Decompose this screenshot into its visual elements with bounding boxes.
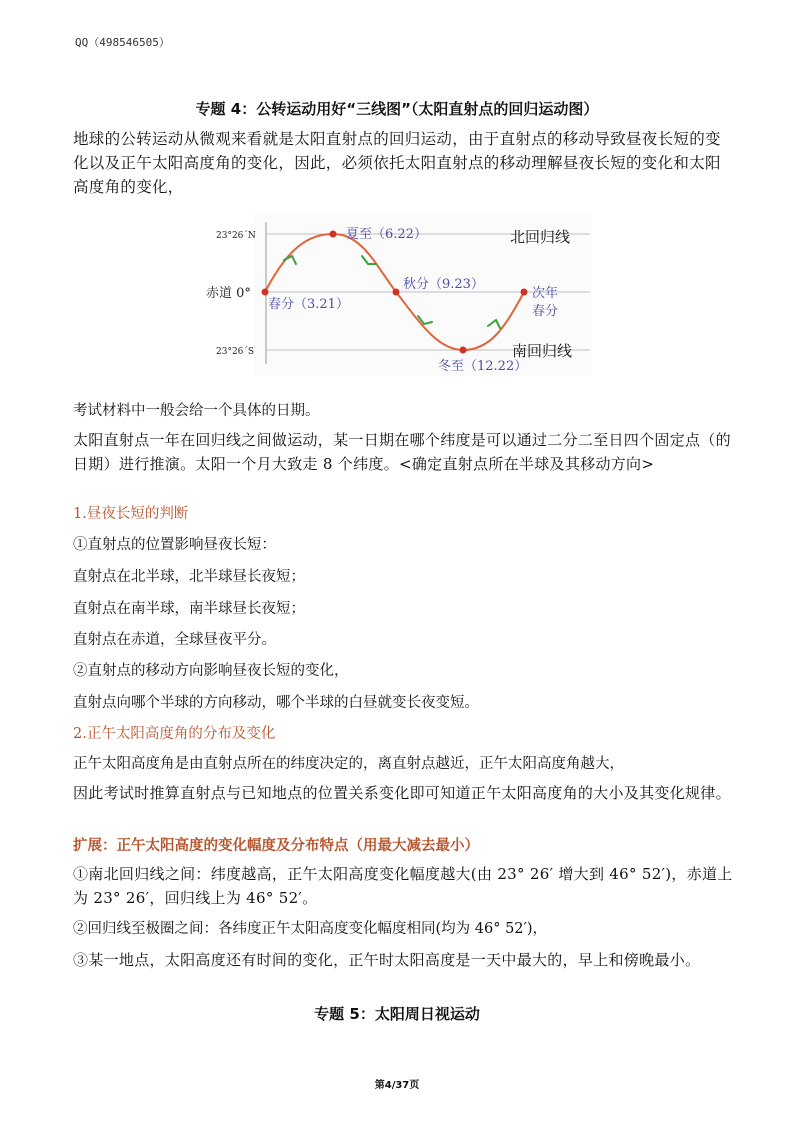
extension-1: ①南北回归线之间：纬度越高，正午太阳高度变化幅度越大(由 23° 26′ 增大到 46° 52′)，赤道上为 23° 26′，回归线上为 46° 52′。 — [73, 865, 733, 907]
noon-angle-2: 因此考试时推算直射点与已知地点的位置关系变化即可知道正午太阳高度角的大小及其变化规律。 — [73, 784, 731, 802]
day-night-south: 直射点在南半球，南半球昼长夜短； — [73, 601, 305, 617]
day-night-move: 直射点向哪个半球的方向移动，哪个半球的白昼就变长夜变短。 — [73, 695, 479, 711]
autumn-point — [393, 289, 400, 296]
day-night-north: 直射点在北半球，北半球昼长夜短； — [73, 569, 305, 585]
page-number: 第4/37页 — [374, 1080, 420, 1091]
direct-point-migration-diagram — [200, 208, 595, 378]
extension-title: 扩展：正午太阳高度的变化幅度及分布特点（用最大减去最小） — [73, 837, 479, 854]
label-tropic-cancer: 北回归线 — [510, 228, 571, 246]
day-night-point-2: ②直射点的移动方向影响昼夜长短的变化， — [73, 663, 349, 679]
exam-note: 考试材料中一般会给一个具体的日期。 — [73, 403, 320, 419]
summer-point — [330, 231, 337, 238]
extension-2: ②回归线至极圈之间：各纬度正午太阳高度变化幅度相同(均为 46° 52′)， — [73, 921, 547, 937]
label-autumn: 秋分（9.23） — [403, 277, 484, 292]
label-next-year: 次年 — [532, 286, 559, 301]
label-winter: 冬至（12.22） — [438, 359, 528, 374]
label-23s: 23°26´S — [216, 347, 255, 357]
heading-noon-angle: 2.正午太阳高度角的分布及变化 — [73, 726, 276, 742]
day-night-point-1: ①直射点的位置影响昼夜长短： — [73, 537, 276, 553]
day-night-equator: 直射点在赤道，全球昼夜平分。 — [73, 632, 276, 648]
winter-point — [460, 347, 467, 354]
label-equator: 赤道 0° — [206, 286, 251, 301]
noon-angle-1: 正午太阳高度角是由直射点所在的纬度决定的，离直射点越近，正午太阳高度角越大， — [73, 756, 624, 772]
next-spring-point — [521, 289, 528, 296]
intro-paragraph: 地球的公转运动从微观来看就是太阳直射点的回归运动，由于直射点的移动导致昼夜长短的变化以及正午太阳高度角的变化，因此，必须依托太阳直射点的移动理解昼夜长短的变化和太阳高度角的变化， — [73, 130, 721, 196]
label-23n: 23°26´N — [216, 231, 256, 241]
header-qq: QQ（498546505） — [75, 36, 170, 49]
label-summer: 夏至（6.22） — [346, 227, 427, 242]
section-title-4: 专题 4：公转运动用好“三线图”（太阳直射点的回归运动图） — [195, 100, 599, 118]
section-title-5: 专题 5：太阳周日视运动 — [314, 1005, 480, 1023]
label-spring: 春分（3.21） — [268, 297, 349, 312]
extension-3: ③某一地点，太阳高度还有时间的变化，正午时太阳高度是一天中最大的，早上和傍晚最小。 — [73, 951, 701, 969]
spring-point — [262, 289, 269, 296]
heading-day-night: 1.昼夜长短的判断 — [73, 506, 189, 522]
deduce-paragraph: 太阳直射点一年在回归线之间做运动，某一日期在哪个纬度是可以通过二分二至日四个固定点（的日期）进行推演。太阳一个月大致走 8 个纬度。<确定直射点所在半球及其移动方向> — [73, 431, 731, 473]
label-next-spring: 春分 — [532, 304, 559, 319]
label-tropic-capricorn: 南回归线 — [512, 342, 573, 360]
